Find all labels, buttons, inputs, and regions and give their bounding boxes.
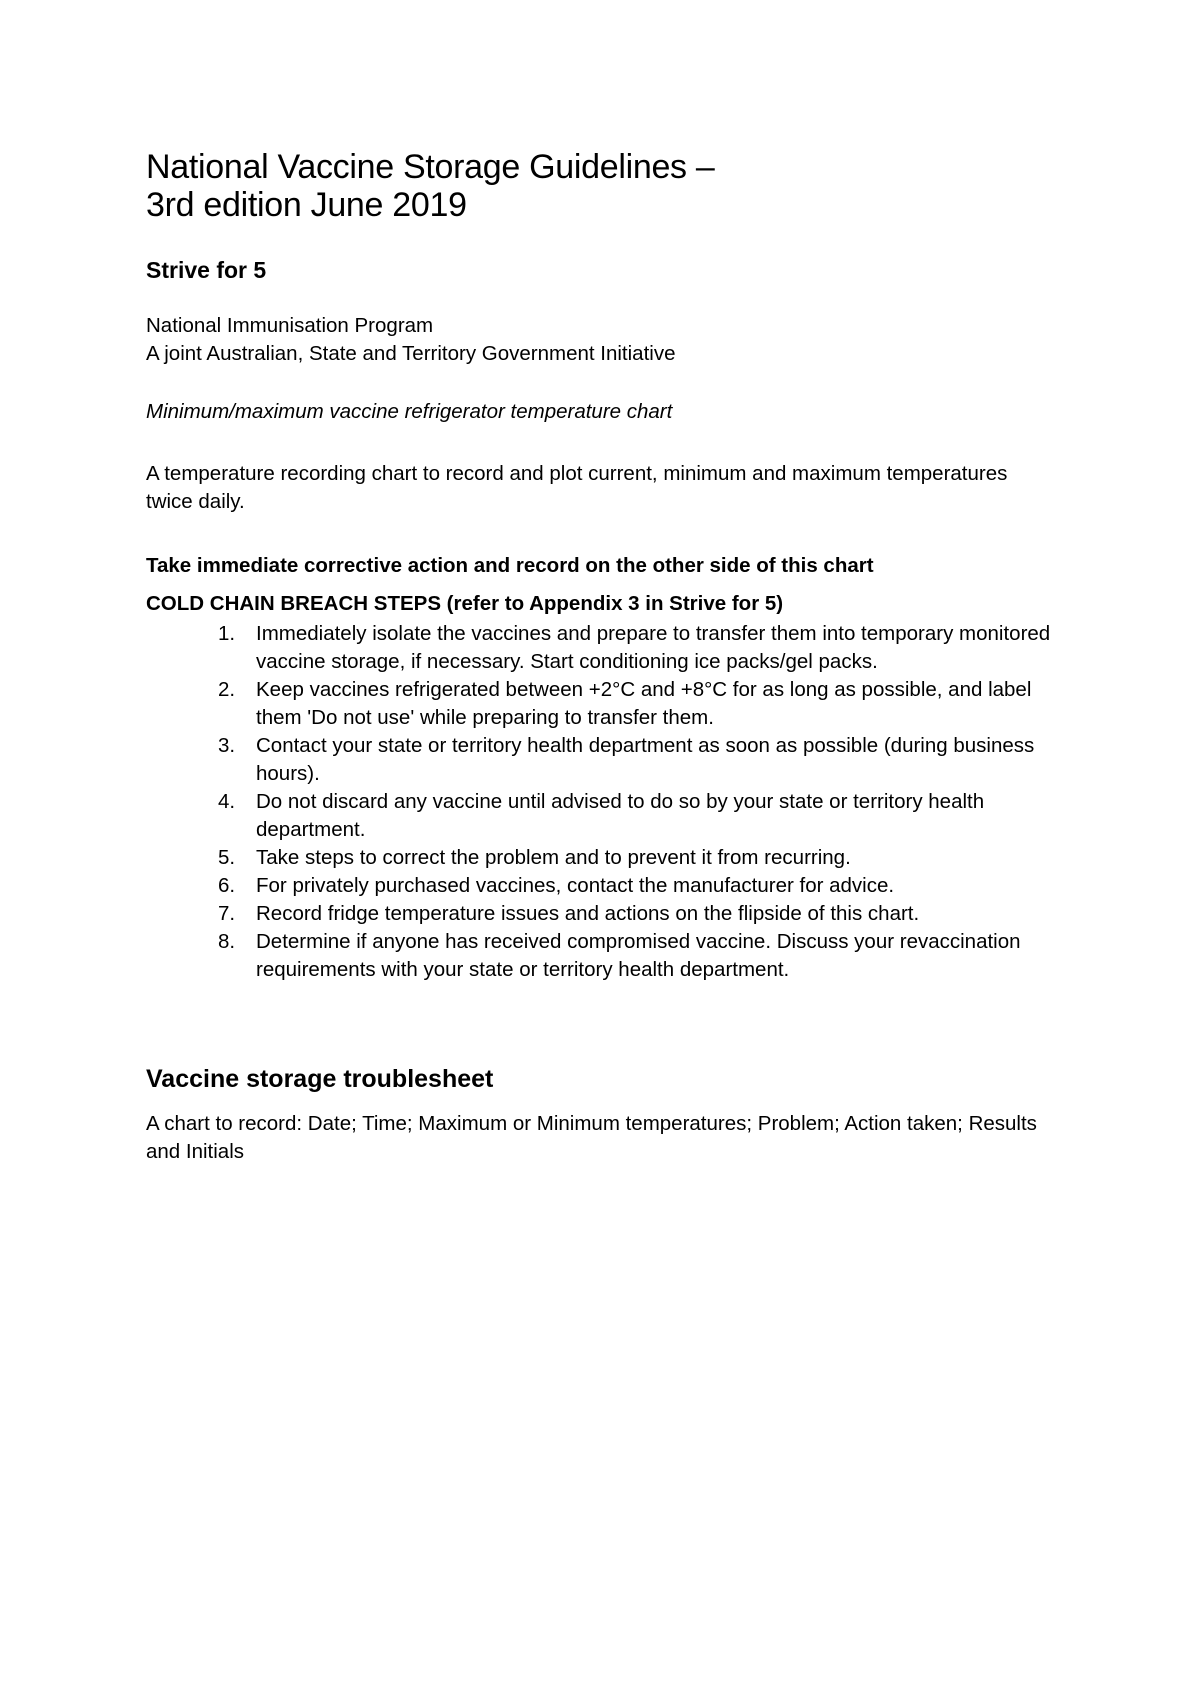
step-number: 1. — [218, 622, 236, 645]
breach-steps-heading: COLD CHAIN BREACH STEPS (refer to Appendix 3 in Strive for 5) — [146, 592, 784, 615]
list-item — [146, 620, 1076, 676]
list-item — [146, 928, 1076, 984]
page-title-line-1: National Vaccine Storage Guidelines – — [146, 148, 715, 186]
step-text: Take steps to correct the problem and to prevent it from recurring. — [256, 846, 851, 869]
subtitle: Strive for 5 — [146, 257, 267, 283]
program-initiative: A joint Australian, State and Territory Government Initiative — [146, 342, 676, 365]
program-info — [146, 312, 1076, 368]
step-text: Contact your state or territory health department as soon as possible (during business hours). — [256, 734, 1035, 785]
step-text: Immediately isolate the vaccines and prepare to transfer them into temporary monitored vaccine storage, if necessary. Start conditioning ice packs/gel packs. — [256, 622, 1051, 673]
step-text: For privately purchased vaccines, contact the manufacturer for advice. — [256, 874, 895, 897]
breach-steps-list — [146, 620, 1076, 984]
step-number: 8. — [218, 930, 236, 953]
page-title-line-2: 3rd edition June 2019 — [146, 186, 467, 224]
page-title — [146, 148, 1076, 224]
step-number: 6. — [218, 874, 236, 897]
troublesheet-heading: Vaccine storage troublesheet — [146, 1065, 494, 1093]
list-item — [146, 676, 1076, 732]
list-item — [146, 788, 1076, 844]
step-number: 5. — [218, 846, 236, 869]
list-item — [146, 900, 1076, 928]
list-item — [146, 872, 1076, 900]
step-number: 3. — [218, 734, 236, 757]
chart-name: Minimum/maximum vaccine refrigerator temperature chart — [146, 400, 673, 423]
step-text: Do not discard any vaccine until advised to do so by your state or territory health department. — [256, 790, 985, 841]
chart-description: A temperature recording chart to record and plot current, minimum and maximum temperatures twice daily. — [146, 462, 1008, 513]
corrective-action-notice: Take immediate corrective action and record on the other side of this chart — [146, 554, 874, 577]
list-item — [146, 844, 1076, 872]
step-number: 4. — [218, 790, 236, 813]
troublesheet-description: A chart to record: Date; Time; Maximum or Minimum temperatures; Problem; Action taken; Results and Initials — [146, 1112, 1037, 1163]
list-item — [146, 732, 1076, 788]
step-text: Keep vaccines refrigerated between +2°C and +8°C for as long as possible, and label them 'Do not use' while preparing to transfer them. — [256, 678, 1032, 729]
step-text: Determine if anyone has received compromised vaccine. Discuss your revaccination requirements with your state or territory health department. — [256, 930, 1021, 981]
step-text: Record fridge temperature issues and actions on the flipside of this chart. — [256, 902, 920, 925]
step-number: 2. — [218, 678, 236, 701]
program-name: National Immunisation Program — [146, 314, 434, 337]
step-number: 7. — [218, 902, 236, 925]
